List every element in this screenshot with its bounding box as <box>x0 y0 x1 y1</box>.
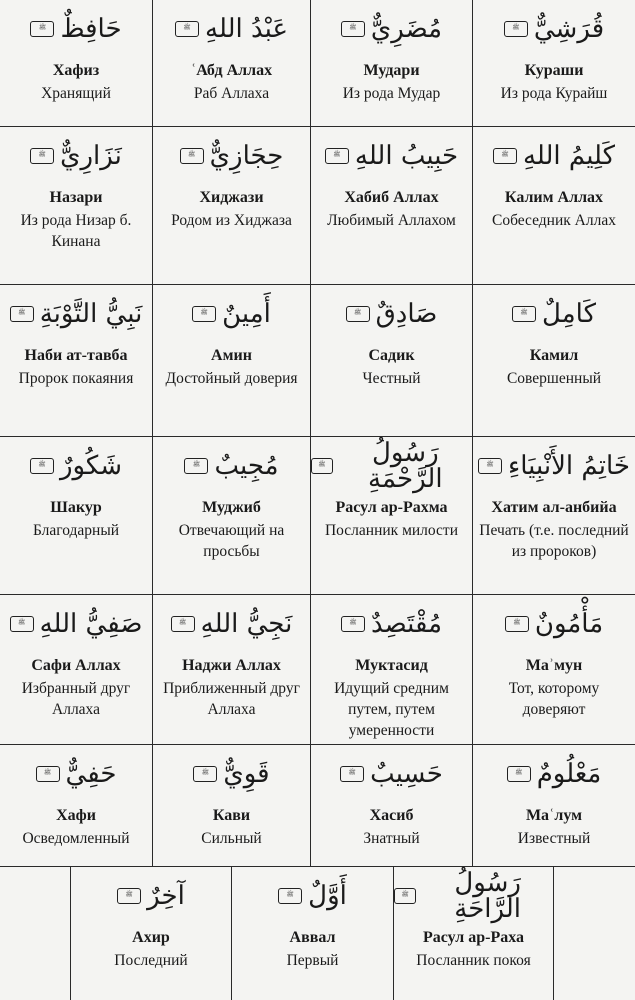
salawat-seal-icon: ﷺ <box>10 616 34 632</box>
arabic-name <box>311 0 472 58</box>
salawat-seal-icon: ﷺ <box>325 148 349 164</box>
name-cell <box>153 127 311 285</box>
name-cell <box>0 595 153 745</box>
arabic-name-text: نَجِيُّ اللهِ <box>200 609 293 639</box>
arabic-name <box>153 127 310 185</box>
meaning: Сильный <box>201 830 262 847</box>
salawat-seal-icon: ﷺ <box>30 21 54 37</box>
arabic-name <box>153 595 310 653</box>
meaning: Благодарный <box>32 522 120 539</box>
salawat-seal-icon: ﷺ <box>394 888 416 904</box>
name-cell <box>0 285 153 437</box>
name-cell <box>231 867 393 1000</box>
name-cell <box>473 127 635 285</box>
name-cell <box>0 437 153 595</box>
arabic-name <box>0 437 152 495</box>
name-cell <box>473 437 635 595</box>
name-cell <box>0 127 153 285</box>
arabic-name-text: حَفِيٌّ <box>65 759 117 789</box>
meaning: Любимый Аллахом <box>327 212 456 229</box>
name-cell <box>311 285 473 437</box>
name-cell <box>473 0 635 127</box>
meaning: Последний <box>114 952 188 969</box>
transliteration: Садик <box>368 347 415 364</box>
arabic-name-text: مُقْتَصِدٌ <box>370 609 443 639</box>
salawat-seal-icon: ﷺ <box>36 766 60 782</box>
salawat-seal-icon: ﷺ <box>478 458 502 474</box>
arabic-name-text: مُجِيبٌ <box>214 451 279 481</box>
arabic-name-text: حَبِيبُ اللهِ <box>354 141 459 171</box>
salawat-seal-icon: ﷺ <box>512 306 536 322</box>
arabic-name-text: حَافِظٌ <box>60 14 122 44</box>
arabic-name-text: حِجَازِيٌّ <box>209 141 284 171</box>
arabic-name-text: خَاتِمُ الأَنْبِيَاءِ <box>508 451 630 481</box>
meaning: Избранный друг Аллаха <box>21 680 131 718</box>
name-cell <box>311 745 473 867</box>
meaning: Собеседник Аллах <box>492 212 616 229</box>
name-cell <box>153 595 311 745</box>
arabic-name <box>311 745 472 803</box>
name-cell <box>153 745 311 867</box>
salawat-seal-icon: ﷺ <box>30 148 54 164</box>
meaning: Честный <box>362 370 421 387</box>
arabic-name-text: رَسُولُ الرَّاحَةِ <box>454 868 522 924</box>
transliteration: Кави <box>212 807 251 824</box>
transliteration: Маʾмун <box>525 657 583 674</box>
salawat-seal-icon: ﷺ <box>192 306 216 322</box>
transliteration: Хасиб <box>369 807 414 824</box>
transliteration: Амин <box>211 347 252 364</box>
arabic-name-text: كَامِلٌ <box>542 299 596 329</box>
arabic-name-text: شَكُورٌ <box>59 451 123 481</box>
transliteration: Шакур <box>50 499 102 516</box>
salawat-seal-icon: ﷺ <box>341 616 365 632</box>
transliteration: Наджи Аллах <box>182 657 281 674</box>
salawat-seal-icon: ﷺ <box>117 888 141 904</box>
salawat-seal-icon: ﷺ <box>184 458 208 474</box>
names-table-last-row <box>70 867 554 1000</box>
transliteration: Хатим ал-анбийа <box>491 499 617 516</box>
meaning: Идущий средним путем, путем умеренности <box>334 680 449 739</box>
arabic-name <box>311 437 472 495</box>
name-cell <box>473 285 635 437</box>
name-cell <box>153 437 311 595</box>
arabic-name <box>473 437 635 495</box>
arabic-name-text: مَأْمُونٌ <box>534 609 604 639</box>
meaning: Достойный доверия <box>165 370 298 387</box>
arabic-name <box>71 867 231 925</box>
name-cell <box>473 595 635 745</box>
arabic-name <box>311 595 472 653</box>
meaning: Отвечающий на просьбы <box>178 522 285 560</box>
arabic-name-text: آخِرٌ <box>147 881 185 911</box>
meaning: Приближенный друг Аллаха <box>163 680 300 718</box>
arabic-name-text: نَبِيُّ التَّوْبَةِ <box>39 299 143 329</box>
transliteration: Калим Аллах <box>504 189 604 206</box>
meaning: Известный <box>517 830 591 847</box>
arabic-name <box>153 0 310 58</box>
salawat-seal-icon: ﷺ <box>493 148 517 164</box>
salawat-seal-icon: ﷺ <box>10 306 34 322</box>
meaning: Из рода Низар б. Кинана <box>20 212 132 250</box>
name-cell <box>153 285 311 437</box>
arabic-name <box>153 437 310 495</box>
transliteration: Мудари <box>363 62 420 79</box>
arabic-name-text: قُرَشِيٌّ <box>533 14 605 44</box>
arabic-name-text: مُضَرِيٌّ <box>370 14 443 44</box>
salawat-seal-icon: ﷺ <box>193 766 217 782</box>
salawat-seal-icon: ﷺ <box>30 458 54 474</box>
transliteration: Муктасид <box>355 657 428 674</box>
arabic-name <box>232 867 393 925</box>
transliteration: Хафиз <box>52 62 100 79</box>
arabic-name-text: قَوِيٌّ <box>223 759 270 789</box>
arabic-name <box>473 595 635 653</box>
salawat-seal-icon: ﷺ <box>504 21 528 37</box>
arabic-name-text: عَبْدُ اللهِ <box>205 14 288 44</box>
arabic-name <box>473 285 635 343</box>
transliteration: ʿАбд Аллах <box>190 62 273 79</box>
salawat-seal-icon: ﷺ <box>341 21 365 37</box>
name-cell <box>311 437 473 595</box>
transliteration: Камил <box>529 347 579 364</box>
arabic-name <box>0 127 152 185</box>
arabic-name-text: رَسُولُ الرَّحْمَةِ <box>368 438 443 494</box>
name-cell <box>0 0 153 127</box>
meaning: Из рода Курайш <box>500 85 608 102</box>
salawat-seal-icon: ﷺ <box>346 306 370 322</box>
meaning: Из рода Мудар <box>342 85 441 102</box>
transliteration: Наби ат-тавба <box>24 347 128 364</box>
salawat-seal-icon: ﷺ <box>505 616 529 632</box>
arabic-name <box>0 0 152 58</box>
salawat-seal-icon: ﷺ <box>171 616 195 632</box>
arabic-name <box>0 595 152 653</box>
salawat-seal-icon: ﷺ <box>340 766 364 782</box>
name-cell <box>153 0 311 127</box>
name-cell <box>70 867 231 1000</box>
arabic-name-text: أَوَّلٌ <box>308 881 347 911</box>
arabic-name <box>153 745 310 803</box>
arabic-name <box>153 285 310 343</box>
meaning: Посланник милости <box>324 522 459 539</box>
arabic-name <box>394 867 553 925</box>
meaning: Хранящий <box>41 85 111 102</box>
transliteration: Хафи <box>56 807 96 824</box>
meaning: Осведомленный <box>22 830 130 847</box>
transliteration: Расул ар-Рахма <box>335 499 448 516</box>
salawat-seal-icon: ﷺ <box>180 148 204 164</box>
arabic-name <box>311 285 472 343</box>
arabic-name <box>311 127 472 185</box>
meaning: Родом из Хиджаза <box>171 212 292 229</box>
arabic-name-text: كَلِيمُ اللهِ <box>522 141 616 171</box>
arabic-name-text: صَادِقٌ <box>375 299 438 329</box>
meaning: Тот, которому доверяют <box>508 680 600 718</box>
name-cell <box>473 745 635 867</box>
transliteration: Сафи Аллах <box>31 657 121 674</box>
meaning: Совершенный <box>506 370 602 387</box>
arabic-name-text: صَفِيُّ اللهِ <box>39 609 143 639</box>
name-cell <box>311 0 473 127</box>
meaning: Печать (т.е. последний из пророков) <box>479 522 629 560</box>
arabic-name-text: أَمِينٌ <box>222 299 271 329</box>
transliteration: Аввал <box>289 929 336 946</box>
name-cell <box>311 595 473 745</box>
meaning: Посланник покоя <box>416 952 531 969</box>
transliteration: Хиджази <box>199 189 264 206</box>
arabic-name <box>473 745 635 803</box>
transliteration: Расул ар-Раха <box>422 929 525 946</box>
name-cell <box>393 867 554 1000</box>
arabic-name-text: حَسِيبٌ <box>370 759 443 789</box>
salawat-seal-icon: ﷺ <box>175 21 199 37</box>
salawat-seal-icon: ﷺ <box>311 458 333 474</box>
arabic-name <box>473 0 635 58</box>
transliteration: Муджиб <box>202 499 261 516</box>
meaning: Первый <box>286 952 339 969</box>
name-cell <box>0 745 153 867</box>
transliteration: Кураши <box>524 62 584 79</box>
transliteration: Маʿлум <box>525 807 583 824</box>
arabic-name <box>0 285 152 343</box>
meaning: Знатный <box>363 830 420 847</box>
arabic-name <box>473 127 635 185</box>
meaning: Пророк покаяния <box>18 370 134 387</box>
arabic-name <box>0 745 152 803</box>
transliteration: Ахир <box>132 929 170 946</box>
name-cell <box>311 127 473 285</box>
transliteration: Назари <box>49 189 103 206</box>
meaning: Раб Аллаха <box>193 85 270 102</box>
arabic-name-text: مَعْلُومٌ <box>536 759 602 789</box>
salawat-seal-icon: ﷺ <box>278 888 302 904</box>
transliteration: Хабиб Аллах <box>344 189 439 206</box>
arabic-name-text: نَزَارِيٌّ <box>60 141 122 171</box>
salawat-seal-icon: ﷺ <box>507 766 531 782</box>
